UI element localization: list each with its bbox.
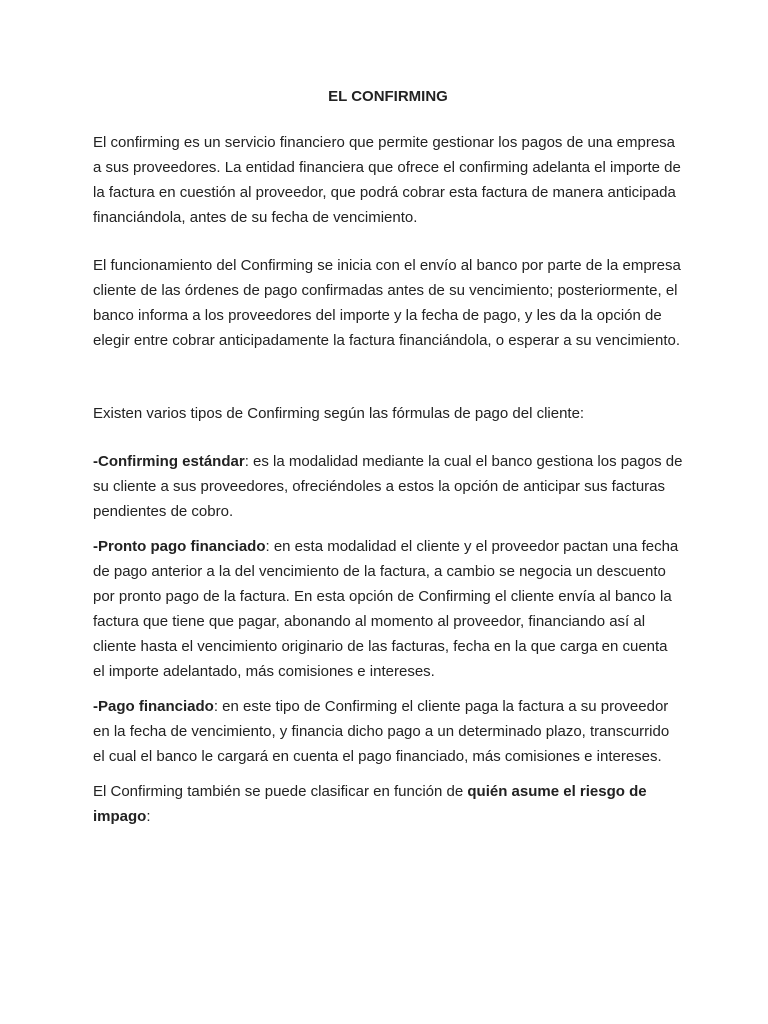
type-item-pronto-pago (93, 534, 683, 684)
type-term: -Pronto pago financiado (93, 538, 266, 555)
type-description: : en esta modalidad el cliente y el proveedor pactan una fecha de pago anterior a la del vencimiento de la factura, a cambio se negocia un descuento por pronto pago de la factura. En esta opción de Confirming el cliente envía al banco la factura que tiene que pagar, abonando al momento al proveedor, financiando así al cliente hasta el vencimiento originario de las facturas, fecha en la que carga en cuenta el importe adelantado, más comisiones e intereses. (93, 538, 679, 680)
risk-emphasis: quién asume el riesgo de impago (93, 783, 647, 825)
intro-paragraph (93, 130, 683, 230)
functioning-paragraph: El funcionamiento del Confirming se inicia con el envío al banco por parte de la empresa cliente de las órdenes de pago confirmadas antes de su vencimiento; posteriormente, el banco informa a los proveedores del importe y la fecha de pago, y les da la opción de elegir entre cobrar anticipadamente la factura financiándola, o esperar a su vencimiento. (93, 257, 681, 349)
classification-colon: : (146, 808, 151, 825)
type-term: -Pago financiado (93, 698, 214, 715)
classification-paragraph (93, 779, 683, 829)
type-item-standard (93, 449, 683, 524)
type-term: -Confirming estándar (93, 453, 245, 470)
type-description: : es la modalidad mediante la cual el banco gestiona los pagos de su cliente a sus proveedores, ofreciéndoles a estos la opción de anticipar sus facturas pendientes de cobro. (93, 453, 683, 520)
type-description: : en este tipo de Confirming el cliente paga la factura a su proveedor en la fecha de vencimiento, y financia dicho pago a un determinado plazo, transcurrido el cual el banco le cargará en cuenta el pago financiado, más comisiones e intereses. (93, 698, 670, 765)
confirming-term: onfirming (118, 134, 180, 151)
classification-text: El Confirming también se puede clasificar en función de (93, 783, 468, 800)
type-item-pago-financiado (93, 694, 683, 769)
intro-text-start: El c (93, 134, 119, 151)
intro-text-rest: es un servicio financiero que permite gestionar los pagos de una empresa a sus proveedores. La entidad financiera que ofrece el confirming adelanta el importe de la factura en cuestión al proveedor, que podrá cobrar esta factura de manera anticipada financiándola, antes de su fecha de vencimiento. (93, 134, 681, 226)
types-intro-paragraph: Existen varios tipos de Confirming según las fórmulas de pago del cliente: (93, 405, 585, 422)
document-content (93, 84, 683, 829)
document-title: EL CONFIRMING (328, 88, 448, 105)
